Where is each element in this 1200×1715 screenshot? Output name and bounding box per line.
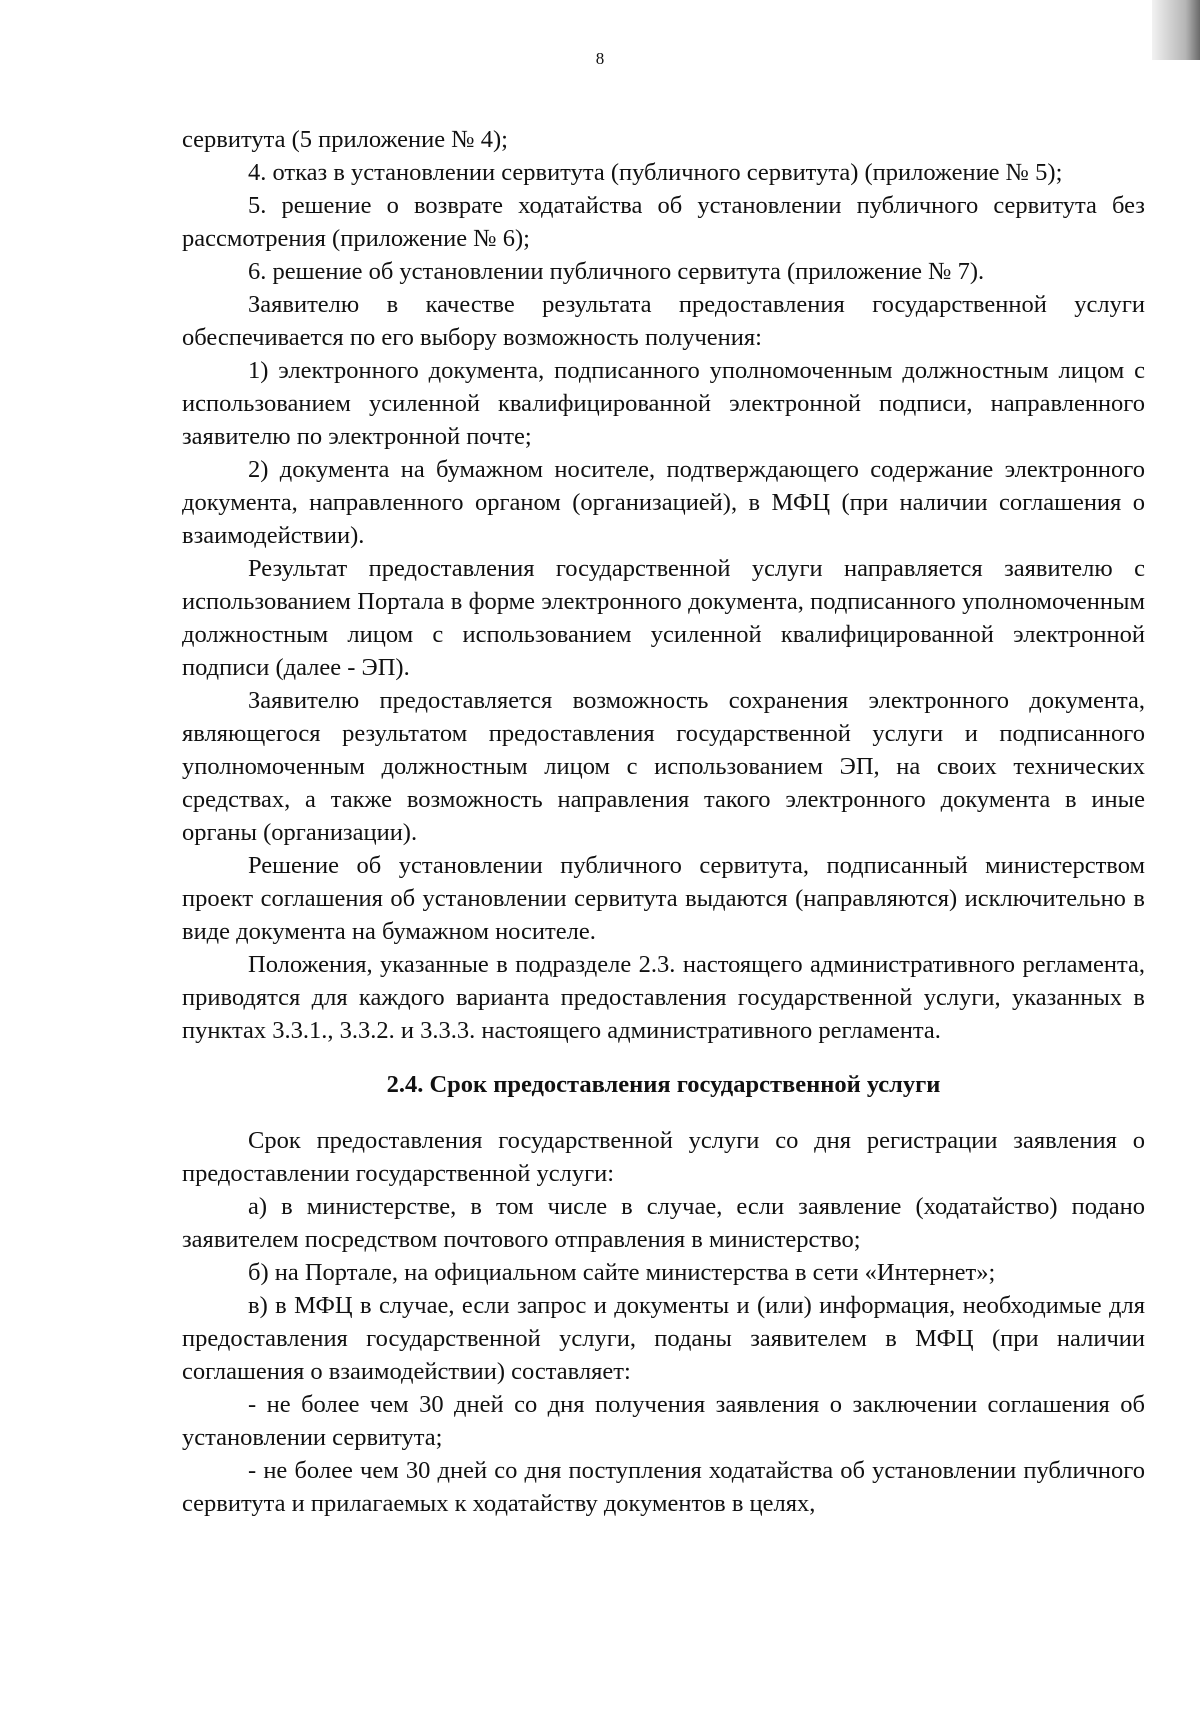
term-item-a: а) в министерстве, в том числе в случае, если заявление (ходатайство) подано заявителем посредством почтового отправления в министерство;	[182, 1193, 1145, 1253]
list-item-5: 5. решение о возврате ходатайства об установлении публичного сервитута без рассмотрения (приложение № 6);	[182, 192, 1145, 252]
paragraph-continuation: сервитута (5 приложение № 4);	[182, 126, 508, 153]
section-heading: 2.4. Срок предоставления государственной услуги	[386, 1071, 941, 1098]
term-dash-item-2: - не более чем 30 дней со дня поступления ходатайства об установлении публичного сервитута и прилагаемых к ходатайству документов в целях,	[182, 1457, 1145, 1517]
paragraph-term-intro: Срок предоставления государственной услуги со дня регистрации заявления о предоставлении государственной услуги:	[182, 1127, 1145, 1187]
document-body	[182, 123, 1145, 1520]
list-item-6: 6. решение об установлении публичного сервитута (приложение № 7).	[248, 258, 985, 285]
paragraph-save-document: Заявителю предоставляется возможность сохранения электронного документа, являющегося результатом предоставления государственной услуги и подписанного уполномоченным должностным лицом с использованием ЭП, на своих технических средствах, а также возможность направления такого электронного документа в иные органы (организации).	[182, 687, 1145, 846]
page-number: 8	[595, 49, 605, 68]
option-paper-document: 2) документа на бумажном носителе, подтверждающего содержание электронного документа, направленного органом (организацией), в МФЦ (при наличии соглашения о взаимодействии).	[182, 456, 1145, 549]
paragraph-result-options: Заявителю в качестве результата предоставления государственной услуги обеспечивается по его выбору возможность получения:	[182, 291, 1145, 351]
term-item-c: в) в МФЦ в случае, если запрос и документы и (или) информация, необходимые для предоставления государственной услуги, поданы заявителем в МФЦ (при наличии соглашения о взаимодействии) составляет:	[182, 1292, 1145, 1385]
paragraph-paper-only: Решение об установлении публичного сервитута, подписанный министерством проект соглашения об установлении сервитута выдаются (направляются) исключительно в виде документа на бумажном носителе.	[182, 852, 1145, 945]
list-item-4: 4. отказ в установлении сервитута (публичного сервитута) (приложение № 5);	[248, 159, 1063, 186]
term-dash-item-1: - не более чем 30 дней со дня получения заявления о заключении соглашения об установлении сервитута;	[182, 1391, 1145, 1451]
term-item-b: б) на Портале, на официальном сайте министерства в сети «Интернет»;	[248, 1259, 996, 1286]
option-electronic-document: 1) электронного документа, подписанного уполномоченным должностным лицом с использованием усиленной квалифицированной электронной подписи, направленного заявителю по электронной почте;	[182, 357, 1145, 450]
paragraph-result-portal: Результат предоставления государственной услуги направляется заявителю с использованием Портала в форме электронного документа, подписанного уполномоченным должностным лицом с использованием усиленной квалифицированной электронной подписи (далее - ЭП).	[182, 555, 1145, 681]
paragraph-provisions: Положения, указанные в подразделе 2.3. настоящего административного регламента, приводятся для каждого варианта предоставления государственной услуги, указанных в пунктах 3.3.1., 3.3.2. и 3.3.3. настоящего административного регламента.	[182, 951, 1145, 1044]
